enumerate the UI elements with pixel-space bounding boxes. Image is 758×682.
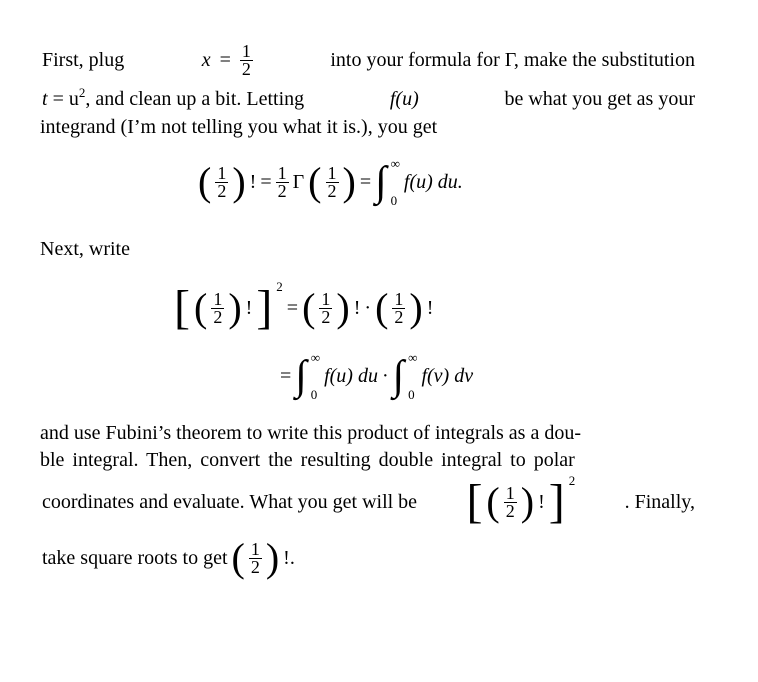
lower-limit: 0 — [408, 387, 415, 402]
gamma: Γ — [292, 171, 305, 193]
dot: · — [364, 297, 372, 319]
limits — [408, 351, 417, 401]
integral-sign: ∫ — [375, 159, 387, 205]
denominator: 2 — [321, 306, 331, 327]
exponent: 2 — [568, 472, 576, 488]
lower-limit: 0 — [390, 193, 398, 208]
math-t — [42, 86, 304, 112]
paragraph-3-line-4 — [40, 532, 697, 584]
numerator: 1 — [250, 538, 260, 559]
equation-2-line-2 — [278, 344, 475, 408]
paren: ( — [308, 159, 322, 204]
var-t: t — [42, 88, 48, 110]
factorial: ! — [426, 297, 434, 319]
numerator: 1 — [321, 288, 331, 309]
equals: = — [359, 171, 372, 193]
text: , and clean up a bit. Letting — [85, 88, 305, 110]
equals: = — [280, 365, 292, 387]
denominator: 2 — [505, 500, 515, 521]
bracket: ] — [548, 475, 565, 528]
denominator: 2 — [213, 306, 223, 327]
numerator: 1 — [241, 40, 251, 61]
paren: ( — [302, 285, 316, 330]
paragraph-3-line-2: ble integral. Then, convert the resulting double integral to polar — [40, 449, 575, 471]
fraction — [215, 162, 228, 201]
numerator: 1 — [505, 482, 515, 503]
lower-limit: 0 — [310, 387, 318, 402]
dot: · — [381, 365, 389, 387]
integrand-v: f(v) dv — [421, 365, 474, 387]
limits — [391, 157, 400, 207]
denominator: 2 — [277, 180, 287, 201]
paragraph-2: Next, write — [40, 238, 130, 260]
paren: ( — [231, 535, 245, 580]
paragraph-1-line-1 — [40, 38, 697, 82]
text: into your formula for Γ, make the substitution — [330, 49, 695, 71]
numerator: 1 — [327, 162, 337, 183]
equation-2-line-1 — [172, 276, 435, 340]
text: take square roots to get — [42, 547, 228, 569]
paren: ( — [375, 285, 389, 330]
limits — [311, 351, 320, 401]
upper-limit: ∞ — [390, 156, 400, 171]
fraction — [504, 482, 517, 521]
paren: ) — [265, 535, 280, 580]
equals: = — [260, 171, 272, 193]
paragraph-1-line-3: integrand (I’m not telling you what it is.), you get — [40, 116, 438, 138]
fraction — [276, 162, 289, 201]
paren: ) — [232, 159, 246, 204]
fraction — [392, 288, 405, 327]
integral-sign: ∫ — [295, 353, 307, 399]
paragraph-3-line-1: and use Fubini’s theorem to write this product of integrals as a dou- — [40, 422, 582, 444]
fraction — [211, 288, 224, 327]
fraction — [319, 288, 332, 327]
numerator: 1 — [213, 288, 223, 309]
fraction — [326, 162, 339, 201]
denominator: 2 — [241, 58, 251, 79]
math-x-equals-half — [200, 40, 255, 79]
paragraph-1-line-2 — [40, 86, 697, 112]
paren: ) — [409, 285, 423, 330]
upper-limit: ∞ — [310, 350, 321, 365]
numerator: 1 — [394, 288, 404, 309]
math-half-factorial-squared — [464, 472, 577, 528]
paragraph-3-line-3 — [40, 472, 697, 528]
paren: ( — [193, 285, 208, 330]
text: coordinates and evaluate. What you get will be — [42, 491, 418, 513]
denominator: 2 — [250, 556, 260, 577]
text: be what you get as your — [504, 88, 695, 110]
exponent: 2 — [276, 278, 283, 294]
fraction — [240, 40, 253, 79]
factorial: ! — [538, 491, 545, 513]
integrand: f(u) du. — [403, 171, 463, 193]
var-x: x — [201, 49, 211, 71]
denominator: 2 — [217, 180, 227, 201]
factorial: ! — [353, 297, 361, 319]
denominator: 2 — [394, 306, 404, 327]
text: . Finally, — [624, 491, 695, 513]
integral-sign: ∫ — [392, 353, 405, 399]
paren: ) — [342, 159, 356, 204]
fraction — [249, 538, 262, 577]
exponent: 2 — [78, 85, 86, 100]
bracket: [ — [174, 281, 190, 334]
text: First, plug — [42, 49, 125, 71]
fu: f(u) — [389, 88, 419, 110]
integrand-u: f(u) du — [324, 365, 378, 387]
factorial: ! — [245, 297, 253, 319]
text: !. — [283, 547, 295, 569]
paren: ) — [520, 479, 535, 524]
equals: = — [219, 49, 231, 71]
text: = u — [52, 88, 79, 110]
bracket: ] — [256, 281, 273, 334]
numerator: 1 — [277, 162, 287, 183]
upper-limit: ∞ — [408, 350, 418, 365]
denominator: 2 — [327, 180, 337, 201]
factorial: ! — [249, 171, 257, 193]
paren: ) — [228, 285, 242, 330]
numerator: 1 — [217, 162, 227, 183]
equation-1 — [196, 150, 465, 214]
paren: ) — [336, 285, 350, 330]
bracket: [ — [466, 475, 483, 528]
equals: = — [286, 297, 299, 319]
paren: ( — [486, 479, 500, 524]
paren: ( — [198, 159, 212, 204]
